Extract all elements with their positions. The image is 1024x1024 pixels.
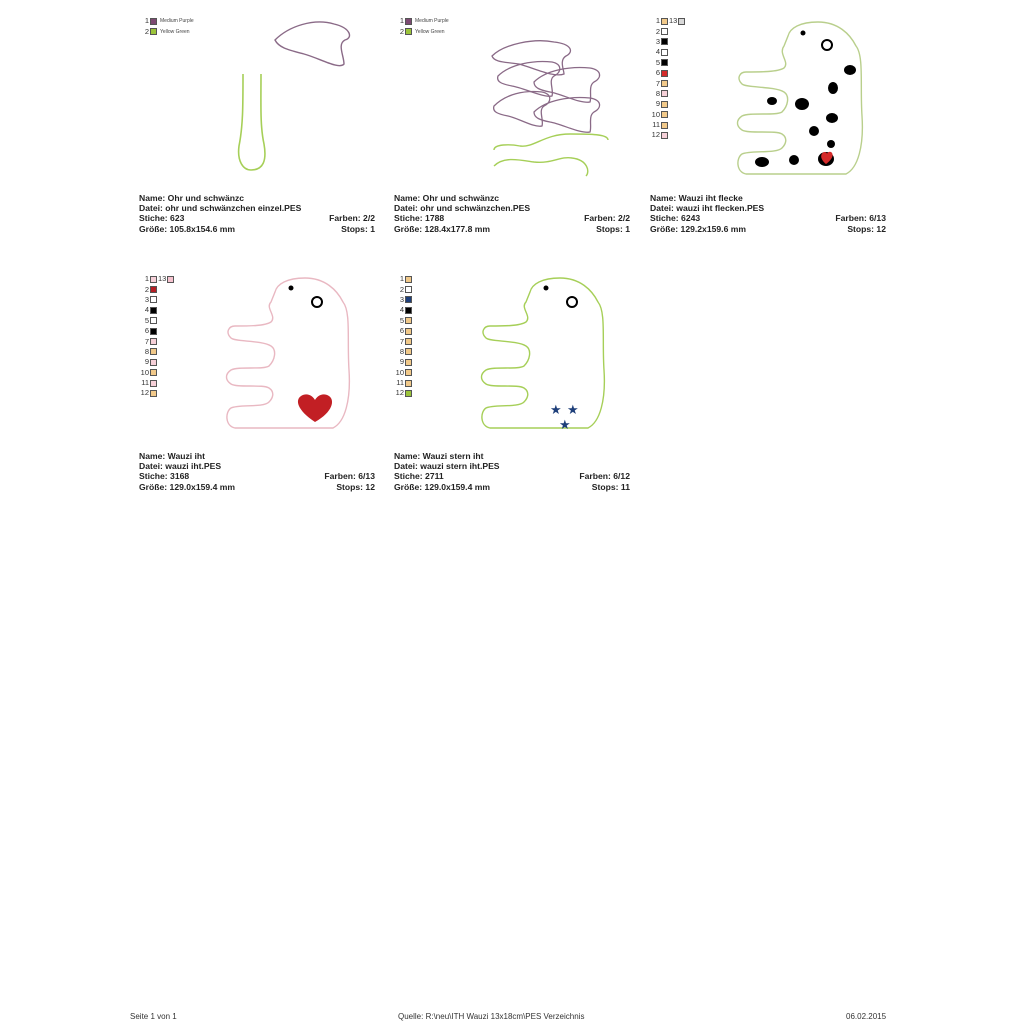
palette-number: 9 [144,357,149,367]
palette-number: 11 [141,378,149,388]
palette-number: 12 [395,388,404,398]
thread-name: Medium Purple [415,18,449,25]
palette-number: 8 [655,88,660,98]
stop-count: Stops: 1 [341,223,375,234]
palette-row [139,388,174,398]
palette-row [650,26,685,36]
design-size: Größe: 128.4x177.8 mm [394,223,491,234]
color-swatch [150,338,157,345]
color-swatch [661,70,668,77]
spot [827,140,835,148]
palette-number: 1 [399,274,404,284]
color-swatch [405,390,412,397]
color-palette [650,16,685,141]
palette-number: 7 [144,336,149,346]
color-palette [394,16,449,37]
design-card-4 [139,274,375,504]
palette-number: 13 [158,274,167,284]
color-swatch [150,359,157,366]
design-preview-wauzi-spots [650,16,886,196]
palette-row [394,368,412,378]
footer-page-number: Seite 1 von 1 [130,1012,177,1021]
eye-icon [822,40,832,50]
color-palette [139,16,194,37]
design-preview-wauzi-heart [139,274,375,454]
palette-row [139,26,194,36]
palette-row [650,130,685,140]
color-swatch [661,101,668,108]
palette-number: 10 [651,109,660,119]
palette-row [650,99,685,109]
palette-number: 4 [144,305,149,315]
palette-row [650,89,685,99]
color-swatch [661,90,668,97]
palette-number: 12 [140,388,149,398]
color-swatch [405,276,412,283]
design-info [139,193,375,234]
footer-source-path: Quelle: R:\neu\ITH Wauzi 13x18cm\PES Verzeichnis [398,1012,585,1021]
star-icon: ★ [567,403,579,418]
stop-count: Stops: 1 [596,223,630,234]
tail-outline [494,134,608,150]
palette-number: 5 [399,315,404,325]
palette-number: 5 [144,315,149,325]
color-palette [139,274,174,399]
spot [826,113,838,123]
palette-row [650,110,685,120]
palette-row [139,284,174,294]
ear-outline [534,98,600,133]
stitch-count: Stiche: 3168 [139,471,190,482]
design-name: Name: Wauzi stern iht [394,451,484,461]
color-swatch [150,18,157,25]
color-swatch [150,380,157,387]
tail-outline [239,74,265,170]
color-swatch [405,28,412,35]
palette-row [139,16,194,26]
palette-row [394,347,412,357]
palette-number: 7 [655,78,660,88]
color-swatch [661,18,668,25]
color-swatch [661,28,668,35]
palette-number: 8 [144,346,149,356]
design-name: Name: Wauzi iht [139,451,206,461]
palette-number: 1 [144,274,149,284]
palette-number: 3 [399,294,404,304]
spot [789,155,799,165]
color-swatch [661,38,668,45]
palette-number: 12 [651,130,660,140]
design-name: Name: Wauzi iht flecke [650,193,743,203]
design-file: Datei: ohr und schwänzchen.PES [394,203,531,214]
palette-row [394,388,412,398]
stop-count: Stops: 12 [336,481,375,492]
palette-number: 2 [399,26,404,36]
color-swatch [150,276,157,283]
nose-icon [544,286,549,291]
color-swatch [150,328,157,335]
color-swatch [150,286,157,293]
color-swatch [661,49,668,56]
design-info [394,193,630,234]
palette-row [139,316,174,326]
eye-icon [567,297,577,307]
color-swatch [661,80,668,87]
design-preview-ear-tail-single [139,16,375,196]
stitch-count: Stiche: 1788 [394,213,445,224]
palette-row [139,357,174,367]
color-swatch [405,328,412,335]
design-card-3 [650,16,886,246]
palette-row [650,68,685,78]
spot [809,126,819,136]
design-card-2 [394,16,630,246]
color-swatch [405,307,412,314]
color-swatch [405,18,412,25]
spot [844,65,856,75]
color-swatch [661,122,668,129]
palette-row [650,47,685,57]
footer-date: 06.02.2015 [846,1012,887,1021]
design-card-1 [139,16,375,246]
palette-number: 8 [399,346,404,356]
palette-number: 13 [669,16,678,26]
design-name: Name: Ohr und schwänzc [139,193,245,203]
dog-outline [738,22,863,174]
palette-number: 5 [655,57,660,67]
design-info [650,193,886,234]
color-count: Farben: 2/2 [329,213,375,224]
palette-row [394,336,412,346]
thread-name: Yellow Green [415,28,445,35]
color-swatch [661,59,668,66]
design-file: Datei: wauzi iht.PES [139,461,222,472]
tail-outline [494,158,588,176]
color-swatch [405,296,412,303]
color-count: Farben: 2/2 [584,213,630,224]
palette-row [139,378,174,388]
ear-outline [275,22,350,66]
color-swatch [661,132,668,139]
stop-count: Stops: 11 [591,481,630,492]
palette-row [650,37,685,47]
stitch-count: Stiche: 6243 [650,213,701,224]
palette-row [394,357,412,367]
color-swatch [661,111,668,118]
eye-icon [312,297,322,307]
design-card-5 [394,274,630,504]
color-palette [394,274,412,399]
color-swatch [405,369,412,376]
palette-number: 4 [655,47,660,57]
palette-number: 2 [655,26,660,36]
color-swatch [678,18,685,25]
design-file: Datei: ohr und schwänzchen einzel.PES [139,203,302,214]
design-size: Größe: 129.0x159.4 mm [394,481,491,492]
palette-row [394,26,449,36]
palette-number: 1 [144,16,149,26]
spot [755,157,769,167]
palette-number: 2 [144,26,149,36]
nose-icon [801,31,806,36]
color-swatch [150,307,157,314]
palette-number: 3 [655,36,660,46]
palette-row [394,274,412,284]
palette-row [650,16,685,26]
palette-number: 10 [395,367,404,377]
color-swatch [150,296,157,303]
palette-number: 3 [144,294,149,304]
color-swatch [405,359,412,366]
stitch-count: Stiche: 2711 [394,471,444,482]
palette-number: 2 [144,284,149,294]
color-swatch [167,276,174,283]
palette-row [139,347,174,357]
design-size: Größe: 129.0x159.4 mm [139,481,236,492]
palette-number: 1 [655,16,660,26]
color-count: Farben: 6/12 [579,471,630,482]
design-size: Größe: 105.8x154.6 mm [139,223,236,234]
color-swatch [150,28,157,35]
palette-number: 6 [399,326,404,336]
spot [828,82,838,94]
palette-number: 7 [399,336,404,346]
color-swatch [150,348,157,355]
color-count: Farben: 6/13 [324,471,375,482]
spot [767,97,777,105]
palette-number: 9 [655,99,660,109]
palette-row [650,120,685,130]
palette-number: 6 [655,68,660,78]
palette-row [394,326,412,336]
design-preview-wauzi-stars [394,274,630,454]
palette-row [394,316,412,326]
palette-row [650,58,685,68]
color-swatch [150,369,157,376]
color-swatch [150,317,157,324]
palette-number: 11 [396,378,404,388]
thread-name: Medium Purple [160,18,194,25]
star-icon: ★ [550,403,562,418]
design-file: Datei: wauzi iht flecken.PES [650,203,765,214]
palette-number: 2 [399,284,404,294]
color-swatch [405,380,412,387]
thread-name: Yellow Green [160,28,190,35]
star-icon: ★ [559,418,571,433]
palette-row [139,274,174,284]
dog-outline [482,278,605,428]
palette-row [139,336,174,346]
palette-row [394,295,412,305]
palette-row [139,326,174,336]
palette-number: 10 [140,367,149,377]
palette-number: 11 [652,120,660,130]
design-size: Größe: 129.2x159.6 mm [650,223,747,234]
design-preview-ear-tail-multi [394,16,630,196]
palette-row [394,16,449,26]
palette-number: 9 [399,357,404,367]
palette-number: 1 [399,16,404,26]
color-swatch [405,338,412,345]
palette-number: 4 [399,305,404,315]
palette-row [394,378,412,388]
color-swatch [150,390,157,397]
stitch-count: Stiche: 623 [139,213,185,224]
color-swatch [405,317,412,324]
design-info [139,451,375,492]
palette-number: 6 [144,326,149,336]
palette-row [394,284,412,294]
color-swatch [405,286,412,293]
spot [795,98,809,110]
palette-row [139,368,174,378]
design-info [394,451,630,492]
palette-row [394,305,412,315]
palette-row [139,305,174,315]
design-file: Datei: wauzi stern iht.PES [394,461,500,472]
ear-outline [494,92,550,127]
color-swatch [405,348,412,355]
nose-icon [289,286,294,291]
palette-row [139,295,174,305]
design-name: Name: Ohr und schwänzc [394,193,500,203]
color-count: Farben: 6/13 [835,213,886,224]
stop-count: Stops: 12 [847,223,886,234]
palette-row [650,78,685,88]
